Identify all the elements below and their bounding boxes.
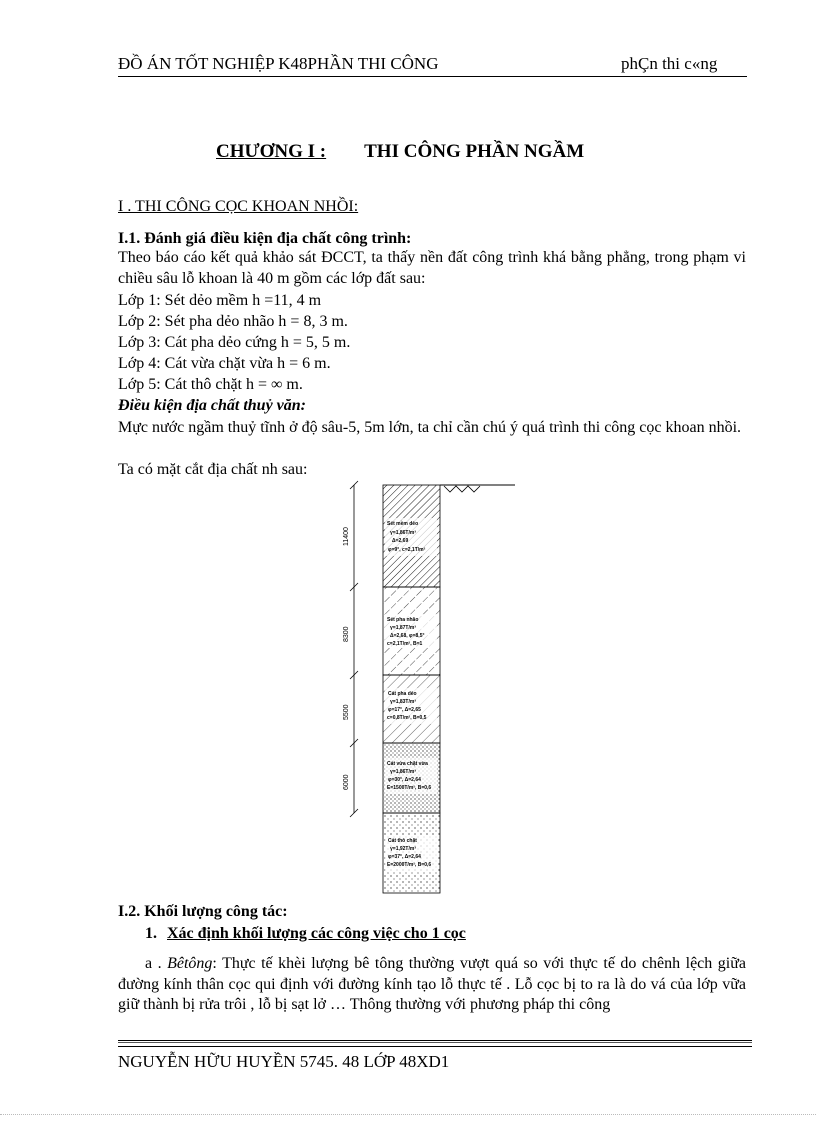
dimension-label: 6000 [343,774,350,790]
subsection-heading: I.1. Đánh giá điều kiện địa chất công trình: [118,230,412,247]
header-title: ĐỒ ÁN TỐT NGHIỆP K48PHẦN THI CÔNG [118,54,439,73]
hydro-paragraph: Mực nước ngầm thuỷ tĩnh ở độ sâu-5, 5m lớn, ta chỉ cần chú ý quá trình thi công cọc khoan nhồi. [118,419,742,436]
layer-4-label: φ=30°, Δ=2,64 [388,777,421,783]
layer-2-label: γ=1,87T/m³ [390,625,416,631]
hydro-heading: Điều kiện địa chất thuỷ văn: [118,397,307,414]
layer-line: Lớp 4: Cát vừa chặt vừa h = 6 m. [118,355,331,372]
ground-symbol [444,486,480,492]
dimension-label: 8300 [343,626,350,642]
layer-3-label: Cát pha dẻo [388,691,417,697]
numbered-item [145,925,466,943]
bullet-a-text: : Thực tế khèi lượng bê tông thường vượt quá so với thực tế do chênh lệch giữa đường kính thân cọc qui định với đường kính tạo lỗ thực tế . Lỗ cọc bị to ra là do vá của lớp vữa giữ thành bị rửa trôi , lỗ bị sạt lở … Thông thường với phương pháp thi công [118,955,746,1013]
layer-4-label: Cát vừa chặt vừa [387,761,428,767]
page-edge [0,1114,816,1115]
footer-text: NGUYỄN HỮU HUYỀN 5745. 48 LỚP 48XD1 [118,1052,450,1071]
bullet-a-prefix: a . [145,955,168,972]
bullet-a-paragraph [118,954,746,1016]
chapter-title: THI CÔNG PHẦN NGẦM [364,141,585,162]
layer-line: Lớp 3: Cát pha dẻo cứng h = 5, 5 m. [118,334,351,351]
layer-4-label: γ=1,86T/m³ [390,769,416,775]
layer-1-label: γ=1,86T/m³ [390,530,416,536]
header-section: phÇn thi c«ng [621,54,718,73]
layer-1-label: φ=9°, c=2,1T/m² [388,547,426,553]
chapter-label: CHƯƠNG I : [216,141,327,162]
layer-2-label: c=2,1T/m², B=1 [387,641,423,647]
layer-5-label: E=2000T/m², B=0,6 [387,862,432,868]
bullet-a-term: Bêtông [167,955,213,972]
layer-4-label: E=1500T/m², B=0,6 [387,785,432,791]
item-number: 1. [145,925,157,942]
layer-3-label: c=0,8T/m², B=0,5 [387,715,427,721]
layer-1-label: Sét mềm dẻo [387,521,419,527]
intro-paragraph: Theo báo cáo kết quả khảo sát ĐCCT, ta thấy nền đất công trình khá bằng phẳng, trong phạm vi chiều sâu lỗ khoan là 40 m gồm các lớp đất sau: [118,249,746,287]
layer-5-label: φ=37°, Δ=2,64 [388,854,421,860]
chapter-heading [216,141,584,163]
layer-2-label: Sét pha nhão [387,617,419,623]
layer-line: Lớp 1: Sét dẻo mềm h =11, 4 m [118,292,322,309]
layer-3-label: φ=17°, Δ=2,65 [388,707,421,713]
subsection-heading: I.2. Khối lượng công tác: [118,903,288,920]
layer-1-label: Δ=2,69 [392,538,409,544]
layer-5-label: Cát thô chặt [388,838,417,844]
item-title: Xác định khối lượng các công việc cho 1 cọc [167,925,466,942]
layer-3-label: γ=1,83T/m³ [390,699,416,705]
footer-divider-inner [118,1042,752,1043]
geological-section-diagram [330,478,530,898]
dimension-label: 5500 [343,704,350,720]
dimension-label: 11400 [343,527,350,546]
header-divider [118,76,747,77]
section-heading: I . THI CÔNG CỌC KHOAN NHỒI: [118,198,359,215]
section-caption: Ta có mặt cắt địa chất nh sau: [118,461,308,478]
layer-5-label: γ=1,92T/m³ [390,846,416,852]
layer-line: Lớp 5: Cát thô chặt h = ∞ m. [118,376,303,393]
layer-line: Lớp 2: Sét pha dẻo nhão h = 8, 3 m. [118,313,348,330]
layer-2-label: Δ=2,68, φ=8,5° [390,633,425,639]
